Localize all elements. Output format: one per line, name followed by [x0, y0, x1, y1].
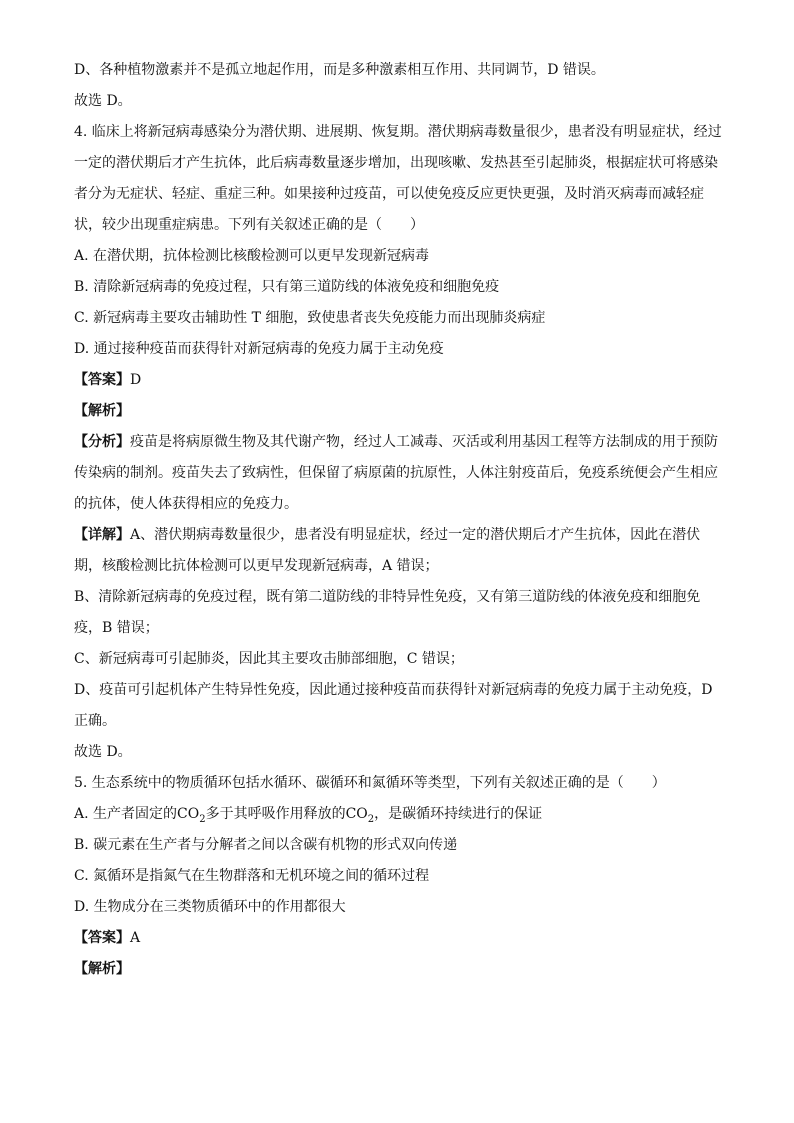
text-line: [74, 680, 724, 711]
line-text: 故选 D。: [74, 93, 132, 109]
line-text: A: [130, 930, 141, 946]
text-line: [74, 587, 724, 618]
line-text: 的抗体，使人体获得相应的免疫力。: [74, 496, 298, 512]
text-line: [74, 649, 724, 680]
text-line: [74, 339, 724, 370]
line-text: B. 清除新冠病毒的免疫过程，只有第三道防线的体液免疫和细胞免疫: [74, 279, 500, 295]
text-line: [74, 60, 724, 91]
text-line: [74, 432, 724, 463]
text-line: [74, 556, 724, 587]
line-text: 者分为无症状、轻症、重症三种。如果接种过疫苗，可以使免疫反应更快更强，及时消灭病毒而减轻症: [74, 186, 704, 202]
line-text: 状，较少出现重症病患。下列有关叙述正确的是（ ）: [74, 217, 424, 233]
text-line: [74, 308, 724, 339]
co2-formula: $CO_2$: [345, 806, 375, 825]
line-text: 5. 生态系统中的物质循环包括水循环、碳循环和氮循环等类型，下列有关叙述正确的是（ ）: [74, 775, 666, 791]
section-tag: 【详解】: [74, 527, 130, 543]
text-line: [74, 742, 724, 773]
line-text: C. 新冠病毒主要攻击辅助性 T 细胞，致使患者丧失免疫能力而出现肺炎病症: [74, 310, 546, 326]
line-text: 故选 D。: [74, 744, 132, 760]
line-text: 疫，B 错误；: [74, 620, 159, 636]
line-text: C、新冠病毒可引起肺炎，因此其主要攻击肺部细胞，C 错误；: [74, 651, 464, 667]
text-line: [74, 804, 724, 835]
text-line: [74, 773, 724, 804]
section-tag: 【解析】: [74, 961, 130, 977]
text-line: [74, 215, 724, 246]
line-text: 正确。: [74, 713, 116, 729]
text-line: [74, 91, 724, 122]
line-text: A、潜伏期病毒数量很少，患者没有明显症状，经过一定的潜伏期后才产生抗体，因此在潜伏: [130, 527, 701, 543]
line-text: D. 生物成分在三类物质循环中的作用都很大: [74, 899, 346, 915]
text-line: [74, 184, 724, 215]
line-text: B、清除新冠病毒的免疫过程，既有第二道防线的非特异性免疫，又有第三道防线的体液免疫和细胞免: [74, 589, 701, 605]
text-line: [74, 928, 724, 959]
document-body: [74, 60, 724, 990]
text-line: [74, 866, 724, 897]
section-tag: 【答案】: [74, 372, 130, 388]
text-line: [74, 618, 724, 649]
text-line: [74, 959, 724, 990]
line-text: 一定的潜伏期后才产生抗体，此后病毒数量逐步增加，出现咳嗽、发热甚至引起肺炎，根据症状可将感染: [74, 155, 718, 171]
text-line: [74, 246, 724, 277]
section-tag: 【答案】: [74, 930, 130, 946]
text-line: [74, 494, 724, 525]
co2-formula: $CO_2$: [177, 806, 206, 825]
text-line: [74, 122, 724, 153]
line-text: 期，核酸检测比抗体检测可以更早发现新冠病毒，A 错误；: [74, 558, 439, 574]
text-line: [74, 711, 724, 742]
line-text: 4. 临床上将新冠病毒感染分为潜伏期、进展期、恢复期。潜伏期病毒数量很少，患者没有明显症状，经过: [74, 124, 722, 140]
text-line: [74, 277, 724, 308]
line-text: 疫苗是将病原微生物及其代谢产物，经过人工减毒、灭活或利用基因工程等方法制成的用于预防: [130, 434, 718, 450]
line-text: 传染病的制剂。疫苗失去了致病性，但保留了病原菌的抗原性，人体注射疫苗后，免疫系统便会产生相应: [74, 465, 718, 481]
text-line: [74, 525, 724, 556]
line-text: D、疫苗可引起机体产生特异性免疫，因此通过接种疫苗而获得针对新冠病毒的免疫力属于主动免疫，D: [74, 682, 713, 698]
line-text: 多于其呼吸作用释放的: [205, 806, 346, 822]
line-text: C. 氮循环是指氮气在生物群落和无机环境之间的循环过程: [74, 868, 430, 884]
line-text: B. 碳元素在生产者与分解者之间以含碳有机物的形式双向传递: [74, 837, 458, 853]
line-text: D. 通过接种疫苗而获得针对新冠病毒的免疫力属于主动免疫: [74, 341, 444, 357]
section-tag: 【解析】: [74, 403, 130, 419]
section-tag: 【分析】: [74, 434, 130, 450]
text-line: [74, 153, 724, 184]
text-line: [74, 897, 724, 928]
text-line: [74, 370, 724, 401]
line-text: D、各种植物激素并不是孤立地起作用，而是多种激素相互作用、共同调节，D 错误。: [74, 62, 605, 78]
line-text: A. 生产者固定的: [74, 806, 178, 822]
text-line: [74, 835, 724, 866]
line-text: A. 在潜伏期，抗体检测比核酸检测可以更早发现新冠病毒: [74, 248, 430, 264]
text-line: [74, 401, 724, 432]
line-text: D: [130, 372, 142, 388]
line-text: ，是碳循环持续进行的保证: [374, 806, 543, 822]
text-line: [74, 463, 724, 494]
